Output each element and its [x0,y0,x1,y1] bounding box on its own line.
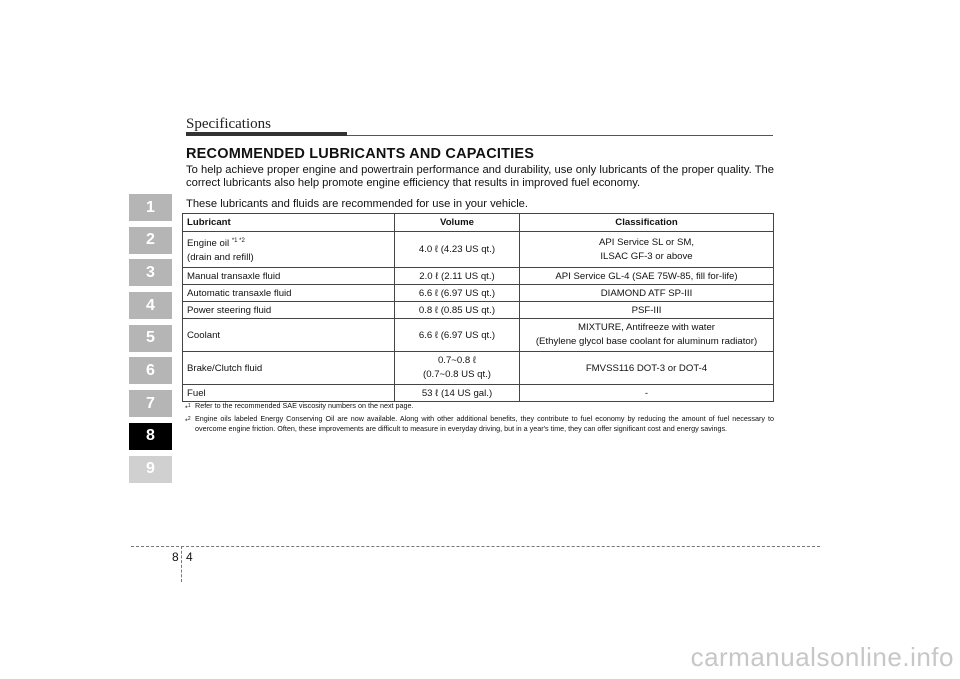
classification-line: ILSAC GF-3 or above [600,250,693,262]
footnote [185,414,774,434]
classification-line: API Service SL or SM, [598,236,695,248]
cell-classification: DIAMOND ATF SP-III [520,285,774,302]
cell-lubricant: Brake/Clutch fluid [183,352,395,385]
cell-classification [520,232,774,268]
chapter-tab-1[interactable]: 1 [129,194,172,221]
classification-line: (Ethylene glycol base coolant for aluminum radiator) [535,336,758,348]
lubricants-table [182,213,774,402]
volume-line: 0.7~0.8 ℓ [437,355,477,367]
table-header-row [183,214,774,232]
footnote-text: Refer to the recommended SAE viscosity numbers on the next page. [195,401,414,410]
chapter-tab-4[interactable]: 4 [129,292,172,319]
footer-separator [181,546,182,582]
cell-lubricant: Power steering fluid [183,302,395,319]
cell-lubricant: Coolant [183,319,395,352]
cell-classification [520,319,774,352]
volume-line: (0.7~0.8 US qt.) [423,369,491,381]
page-chapter-number: 8 [172,550,179,564]
table-lead-text: These lubricants and fluids are recommended for use in your vehicle. [186,198,529,210]
table-row [183,385,774,402]
cell-classification: - [520,385,774,402]
chapter-tab-7[interactable]: 7 [129,390,172,417]
page-heading: RECOMMENDED LUBRICANTS AND CAPACITIES [186,146,535,162]
footnote [185,401,774,411]
header-rule-thick [186,132,347,136]
cell-classification: API Service GL-4 (SAE 75W-85, fill for-life) [520,268,774,285]
chapter-tab-3[interactable]: 3 [129,259,172,286]
chapter-tab-8[interactable]: 8 [129,423,172,450]
watermark: carmanualsonline.info [690,642,954,672]
table-row [183,268,774,285]
cell-volume: 0.8 ℓ (0.85 US qt.) [395,302,520,319]
section-title: Specifications [186,116,271,132]
table-row [183,319,774,352]
chapter-tab-6[interactable]: 6 [129,357,172,384]
footnote-mark: *$^2$ [185,416,191,426]
cell-lubricant [183,232,395,268]
chapter-tab-2[interactable]: 2 [129,227,172,254]
chapter-tabs [129,194,172,488]
header-lubricant: Lubricant [183,214,395,232]
chapter-tab-5[interactable]: 5 [129,325,172,352]
table-row [183,302,774,319]
cell-lubricant: Manual transaxle fluid [183,268,395,285]
cell-lubricant: Automatic transaxle fluid [183,285,395,302]
cell-volume [395,352,520,385]
table-row [183,285,774,302]
header-volume: Volume [395,214,520,232]
intro-paragraph: To help achieve proper engine and powertrain performance and durability, use only lubricants of the proper quality. The correct lubricants also help promote engine efficiency that results in improved fuel economy. [186,164,774,189]
cell-classification: FMVSS116 DOT-3 or DOT-4 [520,352,774,385]
cell-lubricant: Fuel [183,385,395,402]
cell-volume: 53 ℓ (14 US gal.) [395,385,520,402]
lubricant-name: Engine oil [187,238,230,250]
cell-volume: 6.6 ℓ (6.97 US qt.) [395,285,520,302]
footnote-ref: *1 *2 [231,238,245,244]
cell-volume: 2.0 ℓ (2.11 US qt.) [395,268,520,285]
header-classification: Classification [520,214,774,232]
table-row [183,232,774,268]
cell-volume: 6.6 ℓ (6.97 US qt.) [395,319,520,352]
table-row [183,352,774,385]
footer-divider [131,546,820,547]
lubricant-detail: (drain and refill) [187,252,254,264]
footnotes [185,401,774,437]
cell-classification: PSF-III [520,302,774,319]
footnote-mark: *$^1$ [185,403,191,413]
classification-line: MIXTURE, Antifreeze with water [577,322,716,334]
page-number: 4 [186,550,193,564]
chapter-tab-9[interactable]: 9 [129,456,172,483]
cell-volume: 4.0 ℓ (4.23 US qt.) [395,232,520,268]
footnote-text: Engine oils labeled Energy Conserving Oil are now available. Along with other additional benefits, they contribute to fuel economy by reducing the amount of fuel necessary to overcome engine friction. Often, these improvements are difficult to measure in everyday driving, but in a year's time, they can offer significant cost and energy savings. [195,414,774,433]
header-rule-thin [347,135,773,136]
